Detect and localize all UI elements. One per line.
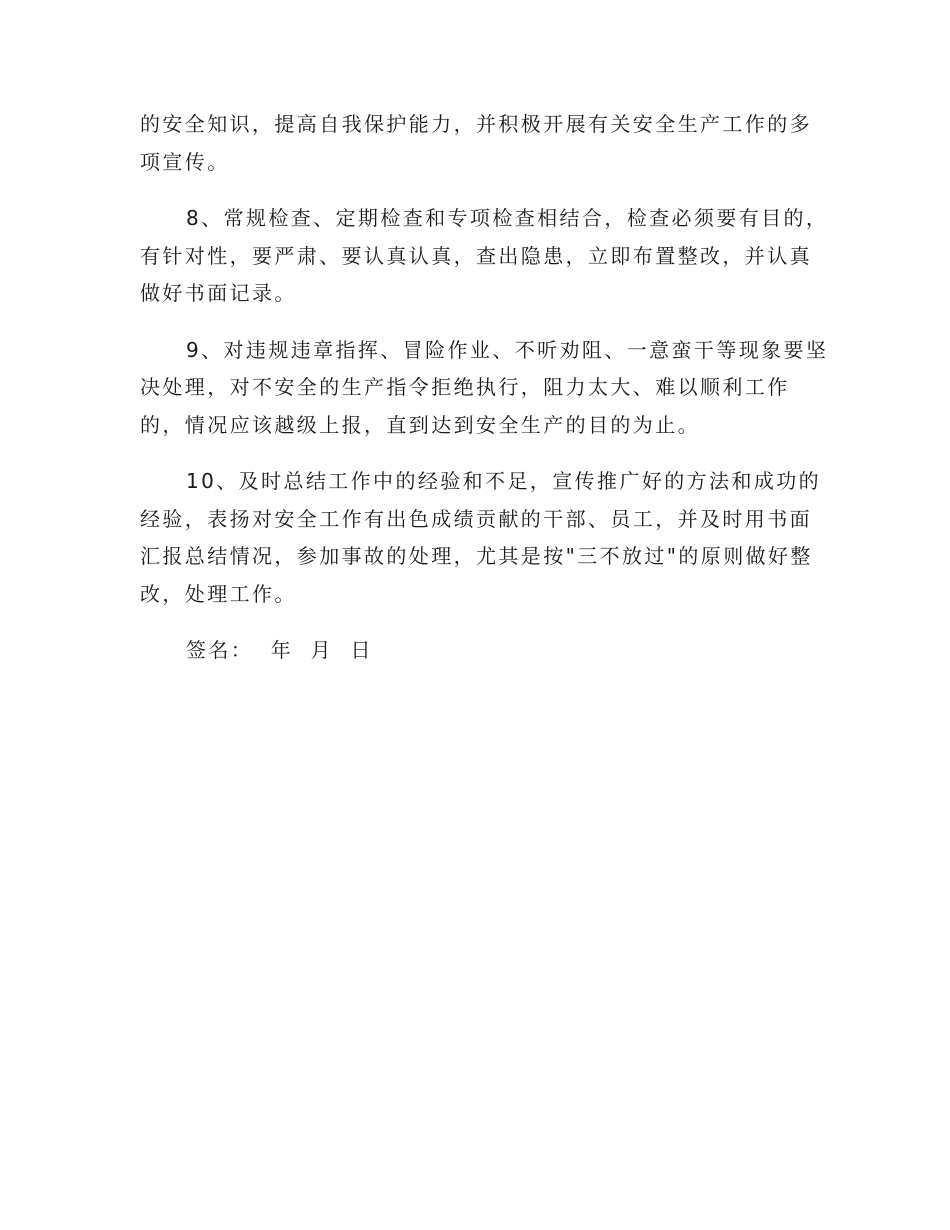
text-line: 汇报总结情况，参加事故的处理，尤其是按"三不放过"的原则做好整 — [140, 544, 813, 568]
text-line: 项宣传。 — [140, 149, 230, 174]
paragraph-continuation — [140, 106, 815, 181]
text-line: 10、及时总结工作中的经验和不足，宣传推广好的方法和成功的 — [186, 469, 822, 493]
text-line: 的安全知识，提高自我保护能力，并积极开展有关安全生产工作的多 — [140, 112, 812, 136]
paragraph-item-10 — [140, 463, 822, 613]
paragraph-item-8 — [140, 200, 829, 313]
text-line: 9、对违规违章指挥、冒险作业、不听劝阻、一意蛮干等现象要坚 — [186, 337, 829, 362]
text-line: 的，情况应该越级上报，直到达到安全生产的目的为止。 — [140, 412, 700, 437]
signature-line: 签名： 年 月 日 — [186, 638, 373, 662]
text-line: 8、常规检查、定期检查和专项检查相结合，检查必须要有目的， — [186, 206, 829, 230]
text-line: 决处理，对不安全的生产指令拒绝执行，阻力太大、难以顺利工作 — [140, 375, 790, 399]
text-line: 做好书面记录。 — [140, 281, 297, 305]
text-line: 改，处理工作。 — [140, 581, 297, 606]
document-body — [140, 106, 829, 670]
text-line: 有针对性，要严肃、要认真认真，查出隐患，立即布置整改，并认真 — [140, 243, 812, 268]
text-line: 经验，表扬对安全工作有出色成绩贡献的干部、员工，并及时用书面 — [140, 506, 812, 531]
paragraph-item-9 — [140, 332, 829, 445]
